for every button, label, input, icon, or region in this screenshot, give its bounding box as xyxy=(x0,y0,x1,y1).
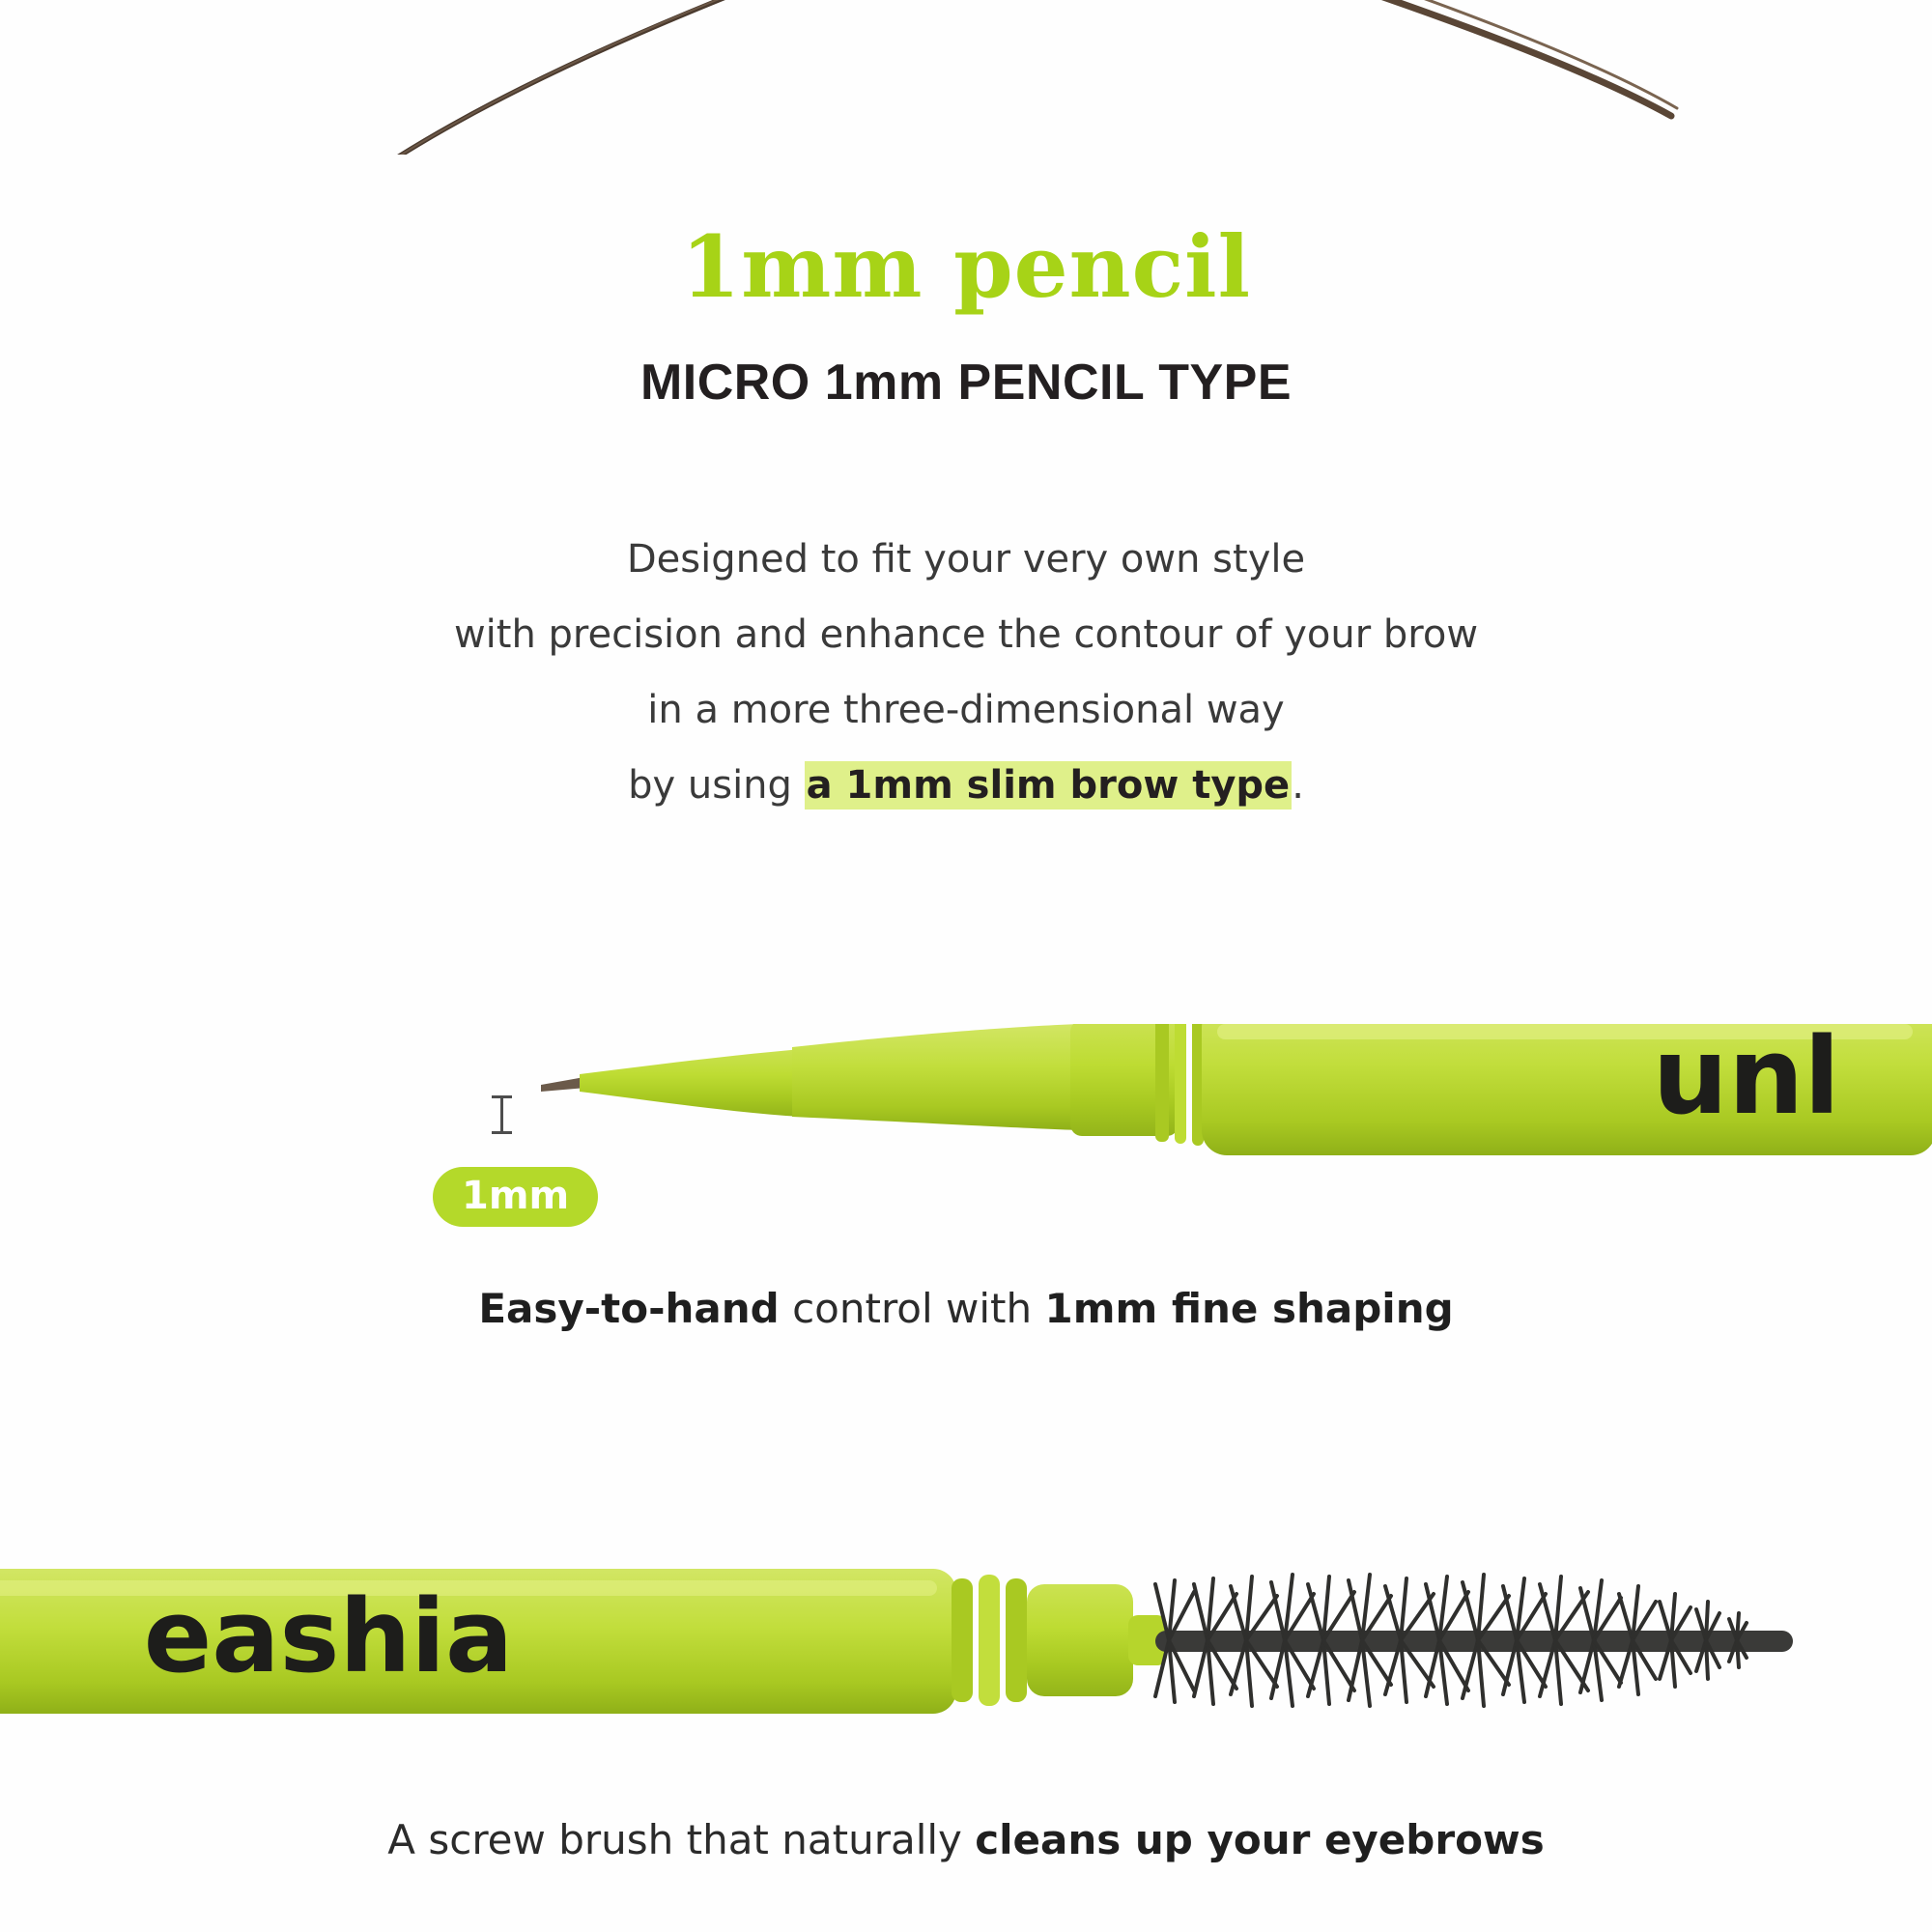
spoolie-brush-product-image xyxy=(0,1546,1932,1777)
page-subtitle: MICRO 1mm PENCIL TYPE xyxy=(639,355,1293,411)
intro-line-3: in a more three-dimensional way xyxy=(647,688,1285,732)
intro-highlight: a 1mm slim brow type xyxy=(806,763,1291,808)
tip-measure-marker xyxy=(488,1095,515,1134)
pencil-caption xyxy=(0,1285,1932,1333)
brush-caption-bold: cleans up your eyebrows xyxy=(975,1816,1545,1863)
pencil-caption-bold-2: 1mm fine shaping xyxy=(1044,1285,1454,1332)
svg-text:eashia: eashia xyxy=(143,1577,514,1695)
intro-line-1: Designed to fit your very own style xyxy=(626,537,1306,582)
brow-hair-decoration xyxy=(0,0,1932,155)
intro-line-2: with precision and enhance the contour of your brow xyxy=(453,612,1479,657)
brush-caption-plain: A screw brush that naturally xyxy=(387,1816,976,1863)
page-title-script: 1mm pencil xyxy=(680,216,1252,317)
intro-paragraph xyxy=(0,522,1932,823)
svg-text:unl: unl xyxy=(1652,1024,1840,1138)
intro-line-4-suffix: . xyxy=(1292,763,1304,808)
brush-caption xyxy=(0,1816,1932,1864)
pencil-caption-bold-1: Easy-to-hand xyxy=(478,1285,780,1332)
pencil-caption-plain: control with xyxy=(779,1285,1045,1332)
intro-line-4 xyxy=(0,748,1932,823)
intro-line-4-prefix: by using xyxy=(628,763,805,808)
measurement-badge: 1mm xyxy=(433,1167,598,1227)
